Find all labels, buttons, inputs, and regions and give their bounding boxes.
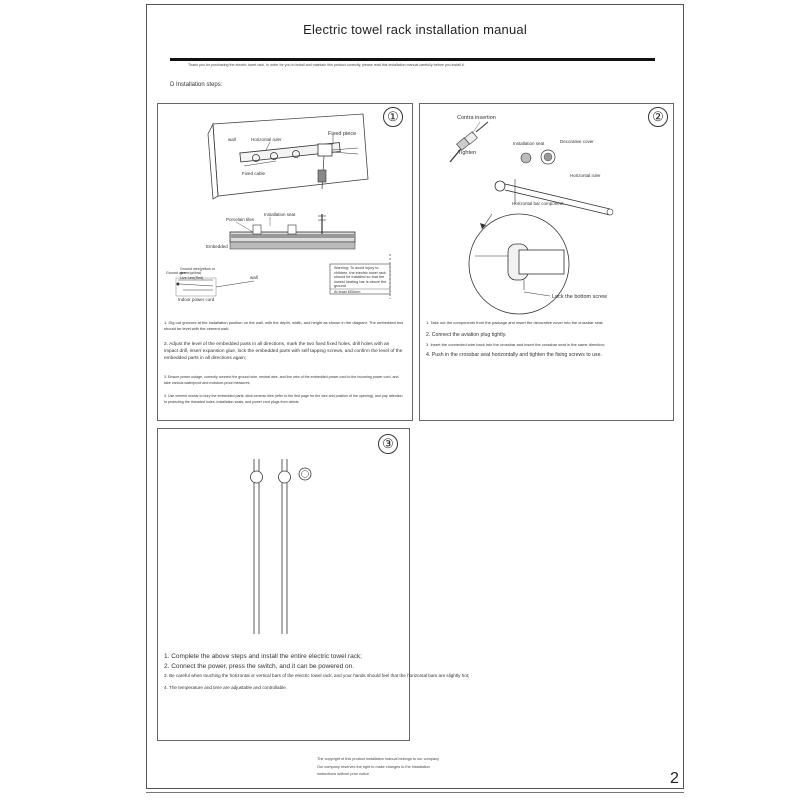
copyright-line-1: The copyright of this product installation manual belongs to our company: [317, 757, 439, 761]
panel-2-badge: ②: [648, 107, 668, 127]
label-contra-insertion: Contra insertion: [457, 115, 496, 121]
panel-3-badge: ③: [378, 434, 398, 454]
label-fixed-cable: Fixed cable: [242, 171, 266, 176]
copyright-notice: [317, 756, 517, 779]
panel-3-step-2: 2. Connect the power, press the switch, and it can be powered on.: [164, 663, 355, 670]
towel-rack-diagram: [158, 429, 411, 742]
label-lock-bottom-screw: Lock the bottom screw: [552, 294, 608, 300]
label-at-least: At least 600mm: [334, 290, 361, 294]
panel-step-2: [419, 103, 674, 421]
panel-1-step-1: 1. Dig out grooves at the installation position on the wall, with the depth, width, and height as shown in the diagram. The embedded box should be level with the cement wall;: [164, 320, 404, 331]
title-rule: [170, 58, 655, 61]
label-horizontal-ruler: Horizontal ruler: [251, 137, 282, 142]
panel-2-step-2: 2. Connect the aviation plug tightly.: [426, 332, 507, 338]
label-tighten: Tighten: [458, 150, 477, 156]
copyright-line-2: Our company reserves the right to make changes to the installation: [317, 764, 430, 769]
panel-step-1: [157, 103, 413, 421]
panel-step-3: [157, 428, 470, 741]
label-ground-wire-short: Ground wire: [166, 271, 186, 275]
label-ground-wire: Ground wire(yellow or green/yellow) Live Line(Red): [180, 267, 215, 280]
panel-1-step-3: 3. Ensure power outage, correctly connect the ground wire, neutral wire, and live wire of the embedded power cord to the incoming power cord, and take various waterproof and moisture-proof measures;: [164, 375, 399, 385]
bottom-divider: [146, 792, 684, 793]
panel-2-step-1: 1. Take out the components from the package and insert the decorative cover into the crossbar seat;: [426, 320, 604, 325]
page-number: 2: [670, 770, 679, 787]
label-horizontal-bar-component: Horizontal bar component: [512, 201, 564, 206]
label-wall: wall: [228, 137, 236, 142]
label-installation-seat-2: Installation seat: [513, 141, 545, 146]
panel-3-step-4: 4. The temperature and time are adjustable and controllable.: [164, 685, 288, 690]
panel-3-step-1: 1. Complete the above steps and install the entire electric towel rack;: [164, 653, 362, 660]
label-horizontal-ruler-2: Horizontal ruler: [570, 173, 601, 178]
label-decorative-cover: Decorative cover: [560, 139, 594, 144]
panel-3-step-3: 3. Be careful when touching the horizontal or vertical bars of the electric towel rack, and your hands should feel that the horizontal bars are slightly hot;: [164, 673, 470, 678]
label-embedded: Embedded: [206, 244, 228, 249]
panel-1-step-2: 2. Adjust the level of the embedded parts in all directions, mark the two fixed fixed holes, drill holes with an impact drill, insert expansion glue, lock the embedded parts with self tapping screws, and confirm the level of the embedded parts in all directions again;: [164, 342, 403, 361]
label-wall-2: wall: [250, 275, 258, 280]
warning-note: Warning: To avoid injury to children, the electric towel rack should be installed so that the lowest heating bar is above the ground: [334, 266, 387, 288]
section-title: D Installation steps:: [170, 82, 223, 88]
label-installation-seat: Installation seat: [264, 212, 296, 217]
label-porcelain-tiles: Porcelain tiles: [226, 217, 255, 222]
label-indoor-power-cord: Indoor power cord: [178, 297, 215, 302]
intro-text: Thank you for purchasing the electric towel rack. In order for you to install and maintain this product correctly, please read this installation manual carefully before you install it.: [188, 63, 465, 67]
panel-2-step-4: 4. Push in the crossbar seat horizontally and tighten the fixing screws to use.: [426, 352, 602, 358]
panel-1-badge: ①: [383, 107, 403, 127]
panel-1-step-4: 4. Use cement mortar to bury the embedded parts, stick ceramic tiles (refer to the first page for the size and position of the opening), and pay attention to protecting the threaded holes, installation seats, and power cord plugs from debris.: [164, 394, 403, 404]
label-fixed-piece: Fixed piece: [328, 131, 357, 137]
copyright-line-3: instructions without prior notice: [317, 772, 370, 776]
panel-2-step-3: 3. Insert the connected wire back into the crossbar and insert the crossbar seat in the same direction;: [426, 342, 605, 347]
document-title: Electric towel rack installation manual: [303, 22, 527, 37]
